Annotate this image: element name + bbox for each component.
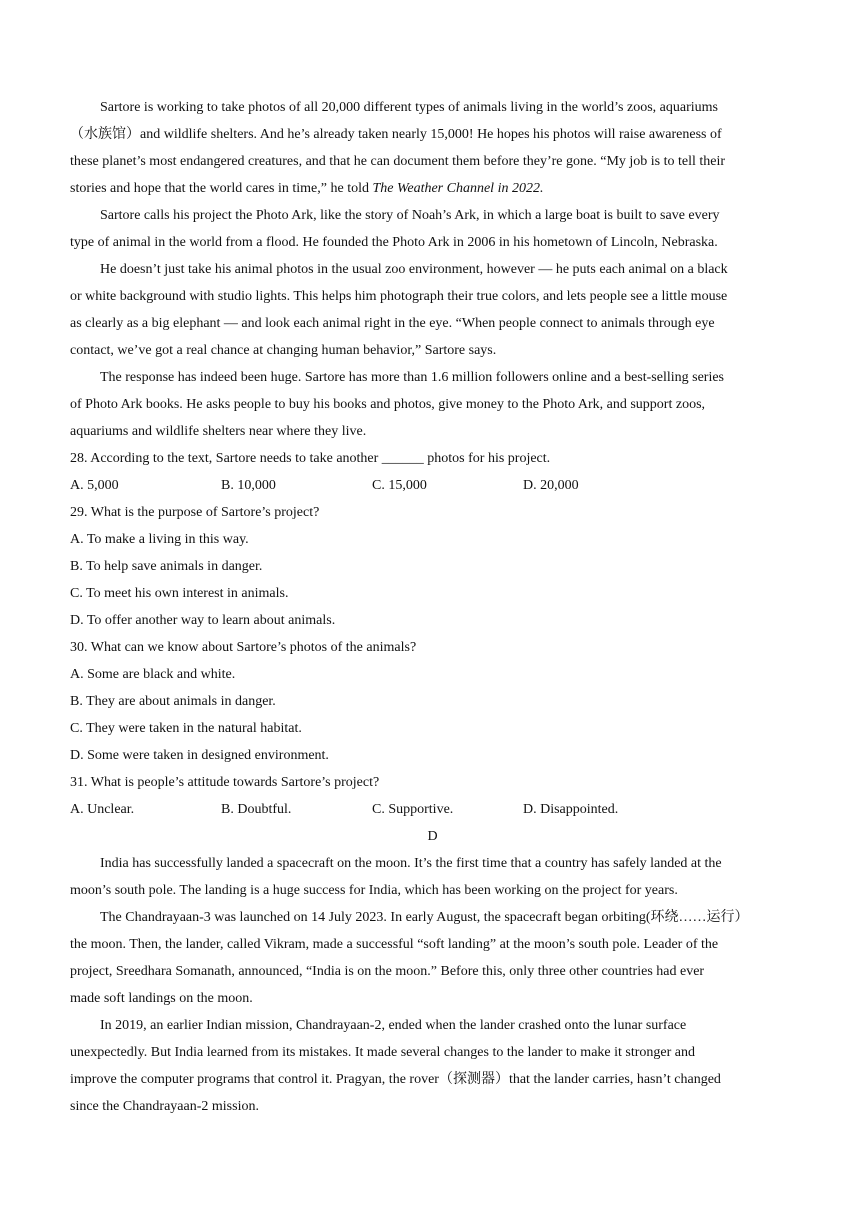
source-citation: The Weather Channel in 2022. — [372, 181, 544, 196]
question-31 — [70, 769, 795, 823]
options-row — [70, 472, 795, 499]
text-line: since the Chandrayaan-2 mission. — [70, 1099, 259, 1114]
text-line: （水族馆）and wildlife shelters. And he’s already taken nearly 15,000! He hopes his photos will raise awareness of — [70, 127, 722, 142]
text-segment: stories and hope that the world cares in time,” he told — [70, 181, 373, 196]
text-line: He doesn’t just take his animal photos in the usual zoo environment, however — he puts each animal on a black — [100, 262, 728, 277]
passage-c-paragraph-1 — [70, 94, 795, 202]
question-stem: 30. What can we know about Sartore’s photos of the animals? — [70, 640, 417, 655]
option-d: D. Some were taken in designed environment. — [70, 748, 329, 763]
text-line: In 2019, an earlier Indian mission, Chandrayaan-2, ended when the lander crashed onto the lunar surface — [100, 1018, 687, 1033]
option-b: B. 10,000 — [221, 478, 276, 493]
options-row — [70, 796, 795, 823]
question-stem: 28. According to the text, Sartore needs to take another ______ photos for his project. — [70, 451, 551, 466]
text-line: or white background with studio lights. This helps him photograph their true colors, and lets people see a little mouse — [70, 289, 728, 304]
page-content — [70, 94, 795, 1120]
text-line: of Photo Ark books. He asks people to buy his books and photos, give money to the Photo Ark, and support zoos, — [70, 397, 706, 412]
option-b: B. Doubtful. — [221, 802, 292, 817]
option-d: D. Disappointed. — [523, 802, 619, 817]
option-a: A. Unclear. — [70, 802, 135, 817]
text-line: as clearly as a big elephant — and look each animal right in the eye. “When people connect to animals through eye — [70, 316, 715, 331]
text-line: type of animal in the world from a flood. He founded the Photo Ark in 2006 in his hometown of Lincoln, Nebraska. — [70, 235, 718, 250]
question-28 — [70, 445, 795, 499]
passage-c-paragraph-3 — [70, 256, 795, 364]
passage-c-paragraph-2 — [70, 202, 795, 256]
text-line: unexpectedly. But India learned from its mistakes. It made several changes to the lander to make it stronger and — [70, 1045, 695, 1060]
text-line: aquariums and wildlife shelters near where they live. — [70, 424, 367, 439]
text-line: improve the computer programs that control it. Pragyan, the rover（探测器）that the lander carries, hasn’t changed — [70, 1072, 721, 1087]
option-c: C. 15,000 — [372, 478, 427, 493]
question-29 — [70, 499, 795, 634]
text-line — [70, 175, 795, 202]
text-line: these planet’s most endangered creatures, and that he can document them before they’re gone. “My job is to tell their — [70, 154, 726, 169]
option-a: A. 5,000 — [70, 478, 119, 493]
option-a: A. Some are black and white. — [70, 667, 236, 682]
section-heading: D — [427, 829, 438, 844]
option-d: D. To offer another way to learn about animals. — [70, 613, 336, 628]
text-line: made soft landings on the moon. — [70, 991, 253, 1006]
text-line: Sartore is working to take photos of all 20,000 different types of animals living in the world’s zoos, aquariums — [100, 100, 718, 115]
option-c: C. To meet his own interest in animals. — [70, 586, 289, 601]
text-line: Sartore calls his project the Photo Ark, like the story of Noah’s Ark, in which a large boat is built to save every — [100, 208, 720, 223]
text-line: The Chandrayaan-3 was launched on 14 July 2023. In early August, the spacecraft began orbiting(环绕……运行） — [100, 910, 749, 925]
passage-c-paragraph-4 — [70, 364, 795, 445]
passage-d-paragraph-2 — [70, 904, 795, 1012]
option-b: B. They are about animals in danger. — [70, 694, 276, 709]
question-stem: 31. What is people’s attitude towards Sartore’s project? — [70, 775, 380, 790]
passage-d-paragraph-1 — [70, 850, 795, 904]
text-line: moon’s south pole. The landing is a huge success for India, which has been working on the project for years. — [70, 883, 678, 898]
text-line: contact, we’ve got a real chance at changing human behavior,” Sartore says. — [70, 343, 497, 358]
text-line: India has successfully landed a spacecraft on the moon. It’s the first time that a country has safely landed at the — [100, 856, 722, 871]
passage-d-paragraph-3 — [70, 1012, 795, 1120]
option-b: B. To help save animals in danger. — [70, 559, 263, 574]
option-d: D. 20,000 — [523, 478, 579, 493]
text-line: project, Sreedhara Somanath, announced, “India is on the moon.” Before this, only three other countries had ever — [70, 964, 705, 979]
text-line: the moon. Then, the lander, called Vikram, made a successful “soft landing” at the moon’s south pole. Leader of the — [70, 937, 719, 952]
option-a: A. To make a living in this way. — [70, 532, 249, 547]
text-line: The response has indeed been huge. Sartore has more than 1.6 million followers online and a best-selling series — [100, 370, 724, 385]
question-stem: 29. What is the purpose of Sartore’s project? — [70, 505, 320, 520]
option-c: C. They were taken in the natural habitat. — [70, 721, 302, 736]
option-c: C. Supportive. — [372, 802, 454, 817]
question-30 — [70, 634, 795, 769]
